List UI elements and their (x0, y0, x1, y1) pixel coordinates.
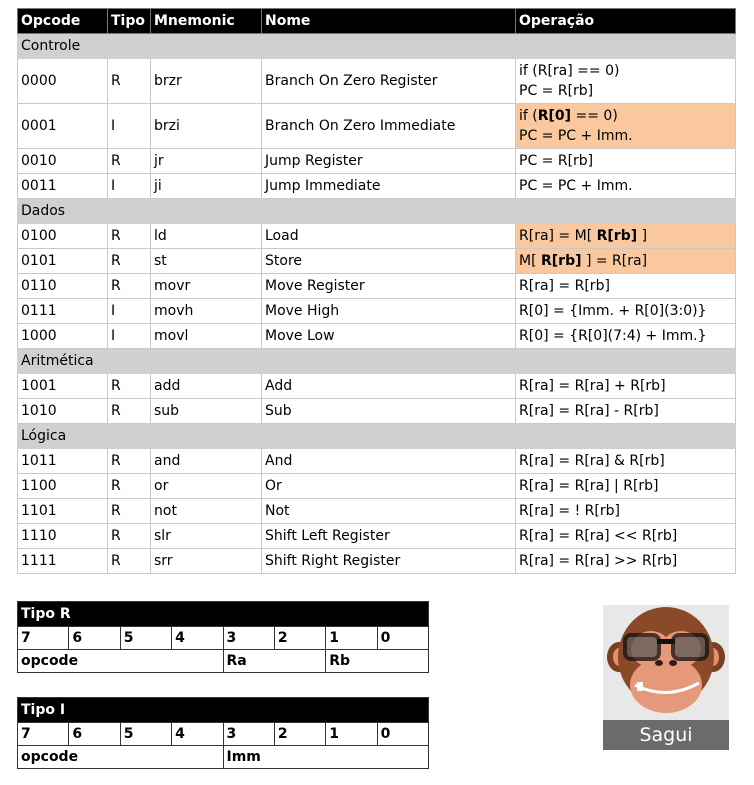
table-row (18, 149, 736, 174)
op-text: ] (637, 228, 648, 244)
bit-cell: 4 (172, 627, 223, 650)
cell-nome: Jump Immediate (262, 174, 516, 199)
bit-cell: 0 (377, 723, 428, 746)
table-row (18, 104, 736, 149)
header-mnemonic: Mnemonic (151, 9, 262, 34)
cell-opcode: 1000 (18, 324, 108, 349)
cell-nome: Shift Right Register (262, 549, 516, 574)
field-ra: Ra (223, 650, 326, 673)
cell-opcode: 0101 (18, 249, 108, 274)
op-text: R[ra] = M[ (519, 228, 597, 244)
cell-nome: Not (262, 499, 516, 524)
cell-operacao: PC = R[rb] (516, 149, 736, 174)
table-row (18, 449, 736, 474)
bit-cell: 3 (223, 627, 274, 650)
cell-opcode: 0100 (18, 224, 108, 249)
op-bold: R[rb] (541, 253, 582, 269)
cell-mnemonic: srr (151, 549, 262, 574)
cell-mnemonic: ji (151, 174, 262, 199)
format-table-tipo-i (17, 697, 429, 769)
cell-mnemonic: st (151, 249, 262, 274)
bit-cell: 6 (69, 723, 120, 746)
table-row (18, 59, 736, 104)
cell-mnemonic: or (151, 474, 262, 499)
header-tipo: Tipo (108, 9, 151, 34)
cell-tipo: R (108, 59, 151, 104)
header-nome: Nome (262, 9, 516, 34)
header-opcode: Opcode (18, 9, 108, 34)
cell-mnemonic: brzr (151, 59, 262, 104)
op-line: if (R[ra] == 0) (519, 63, 620, 79)
bit-cell: 3 (223, 723, 274, 746)
cell-mnemonic: movl (151, 324, 262, 349)
cell-opcode: 1101 (18, 499, 108, 524)
bit-cell: 5 (120, 723, 171, 746)
format-table-tipo-r (17, 601, 429, 673)
cell-operacao (516, 249, 736, 274)
table-row (18, 549, 736, 574)
table-row (18, 524, 736, 549)
section-logica: Lógica (18, 424, 736, 449)
field-opcode: opcode (18, 650, 224, 673)
table-header-row (18, 9, 736, 34)
monkey-icon (603, 605, 729, 720)
op-line (519, 106, 732, 126)
cell-nome: Shift Left Register (262, 524, 516, 549)
cell-tipo: I (108, 299, 151, 324)
field-row (18, 650, 429, 673)
cell-operacao: R[0] = {Imm. + R[0](3:0)} (516, 299, 736, 324)
bit-cell: 1 (326, 723, 377, 746)
cell-operacao: R[ra] = R[ra] | R[rb] (516, 474, 736, 499)
section-row (18, 34, 736, 59)
cell-nome: Add (262, 374, 516, 399)
cell-opcode: 1001 (18, 374, 108, 399)
table-row (18, 499, 736, 524)
op-text: ] = R[ra] (581, 253, 648, 269)
op-text: == 0) (571, 108, 618, 124)
section-dados: Dados (18, 199, 736, 224)
format-title: Tipo R (18, 602, 429, 627)
section-controle: Controle (18, 34, 736, 59)
cell-opcode: 0110 (18, 274, 108, 299)
bit-row (18, 627, 429, 650)
cell-opcode: 1100 (18, 474, 108, 499)
cell-nome: Or (262, 474, 516, 499)
cell-tipo: R (108, 549, 151, 574)
cell-operacao: R[ra] = R[ra] & R[rb] (516, 449, 736, 474)
bit-cell: 5 (120, 627, 171, 650)
cell-mnemonic: movr (151, 274, 262, 299)
cell-mnemonic: ld (151, 224, 262, 249)
cell-operacao: R[ra] = R[rb] (516, 274, 736, 299)
bit-row (18, 723, 429, 746)
cell-tipo: R (108, 499, 151, 524)
cell-opcode: 1110 (18, 524, 108, 549)
cell-tipo: R (108, 449, 151, 474)
cell-operacao: R[ra] = R[ra] >> R[rb] (516, 549, 736, 574)
cell-mnemonic: slr (151, 524, 262, 549)
cell-mnemonic: not (151, 499, 262, 524)
table-row (18, 299, 736, 324)
table-row (18, 274, 736, 299)
section-aritmetica: Aritmética (18, 349, 736, 374)
cell-opcode: 1011 (18, 449, 108, 474)
cell-tipo: R (108, 399, 151, 424)
field-row (18, 746, 429, 769)
cell-tipo: R (108, 474, 151, 499)
cell-nome: And (262, 449, 516, 474)
cell-operacao (516, 59, 736, 104)
cell-operacao: R[ra] = R[ra] << R[rb] (516, 524, 736, 549)
op-bold: R[rb] (596, 228, 638, 244)
header-operacao: Operação (516, 9, 736, 34)
table-row (18, 474, 736, 499)
section-row (18, 199, 736, 224)
cell-mnemonic: and (151, 449, 262, 474)
section-row (18, 349, 736, 374)
table-row (18, 399, 736, 424)
op-text: if ( (519, 108, 538, 124)
cell-operacao: PC = PC + Imm. (516, 174, 736, 199)
cell-nome: Jump Register (262, 149, 516, 174)
logo-label: Sagui (603, 720, 729, 750)
cell-mnemonic: jr (151, 149, 262, 174)
field-opcode: opcode (18, 746, 224, 769)
bit-cell: 2 (274, 627, 325, 650)
cell-nome: Branch On Zero Immediate (262, 104, 516, 149)
cell-operacao: R[0] = {R[0](7:4) + Imm.} (516, 324, 736, 349)
cell-tipo: R (108, 374, 151, 399)
sagui-logo (603, 605, 729, 750)
cell-nome: Store (262, 249, 516, 274)
bit-cell: 7 (18, 627, 69, 650)
table-row (18, 324, 736, 349)
table-row (18, 224, 736, 249)
op-text: M[ (519, 253, 541, 269)
cell-mnemonic: sub (151, 399, 262, 424)
op-line: PC = PC + Imm. (519, 128, 633, 144)
cell-opcode: 1111 (18, 549, 108, 574)
cell-tipo: R (108, 224, 151, 249)
cell-opcode: 0010 (18, 149, 108, 174)
cell-nome: Sub (262, 399, 516, 424)
bit-cell: 2 (274, 723, 325, 746)
op-bold: R[0] (537, 108, 572, 124)
cell-operacao: R[ra] = R[ra] - R[rb] (516, 399, 736, 424)
table-row (18, 374, 736, 399)
bit-cell: 6 (69, 627, 120, 650)
bit-cell: 0 (377, 627, 428, 650)
table-row (18, 249, 736, 274)
cell-operacao (516, 224, 736, 249)
cell-opcode: 0001 (18, 104, 108, 149)
cell-tipo: R (108, 149, 151, 174)
cell-mnemonic: brzi (151, 104, 262, 149)
bit-cell: 4 (172, 723, 223, 746)
cell-operacao (516, 104, 736, 149)
cell-opcode: 0000 (18, 59, 108, 104)
cell-tipo: R (108, 524, 151, 549)
section-row (18, 424, 736, 449)
cell-tipo: R (108, 274, 151, 299)
cell-opcode: 0111 (18, 299, 108, 324)
bit-cell: 7 (18, 723, 69, 746)
cell-operacao: R[ra] = ! R[rb] (516, 499, 736, 524)
cell-opcode: 1010 (18, 399, 108, 424)
cell-tipo: I (108, 104, 151, 149)
bit-cell: 1 (326, 627, 377, 650)
cell-nome: Move High (262, 299, 516, 324)
cell-tipo: I (108, 174, 151, 199)
field-rb: Rb (326, 650, 429, 673)
cell-opcode: 0011 (18, 174, 108, 199)
cell-tipo: I (108, 324, 151, 349)
table-row (18, 174, 736, 199)
cell-nome: Branch On Zero Register (262, 59, 516, 104)
cell-nome: Load (262, 224, 516, 249)
format-title: Tipo I (18, 698, 429, 723)
cell-tipo: R (108, 249, 151, 274)
cell-operacao: R[ra] = R[ra] + R[rb] (516, 374, 736, 399)
cell-mnemonic: movh (151, 299, 262, 324)
cell-nome: Move Low (262, 324, 516, 349)
op-line: PC = R[rb] (519, 83, 594, 99)
field-imm: Imm (223, 746, 429, 769)
cell-nome: Move Register (262, 274, 516, 299)
cell-mnemonic: add (151, 374, 262, 399)
instruction-table (17, 8, 736, 574)
